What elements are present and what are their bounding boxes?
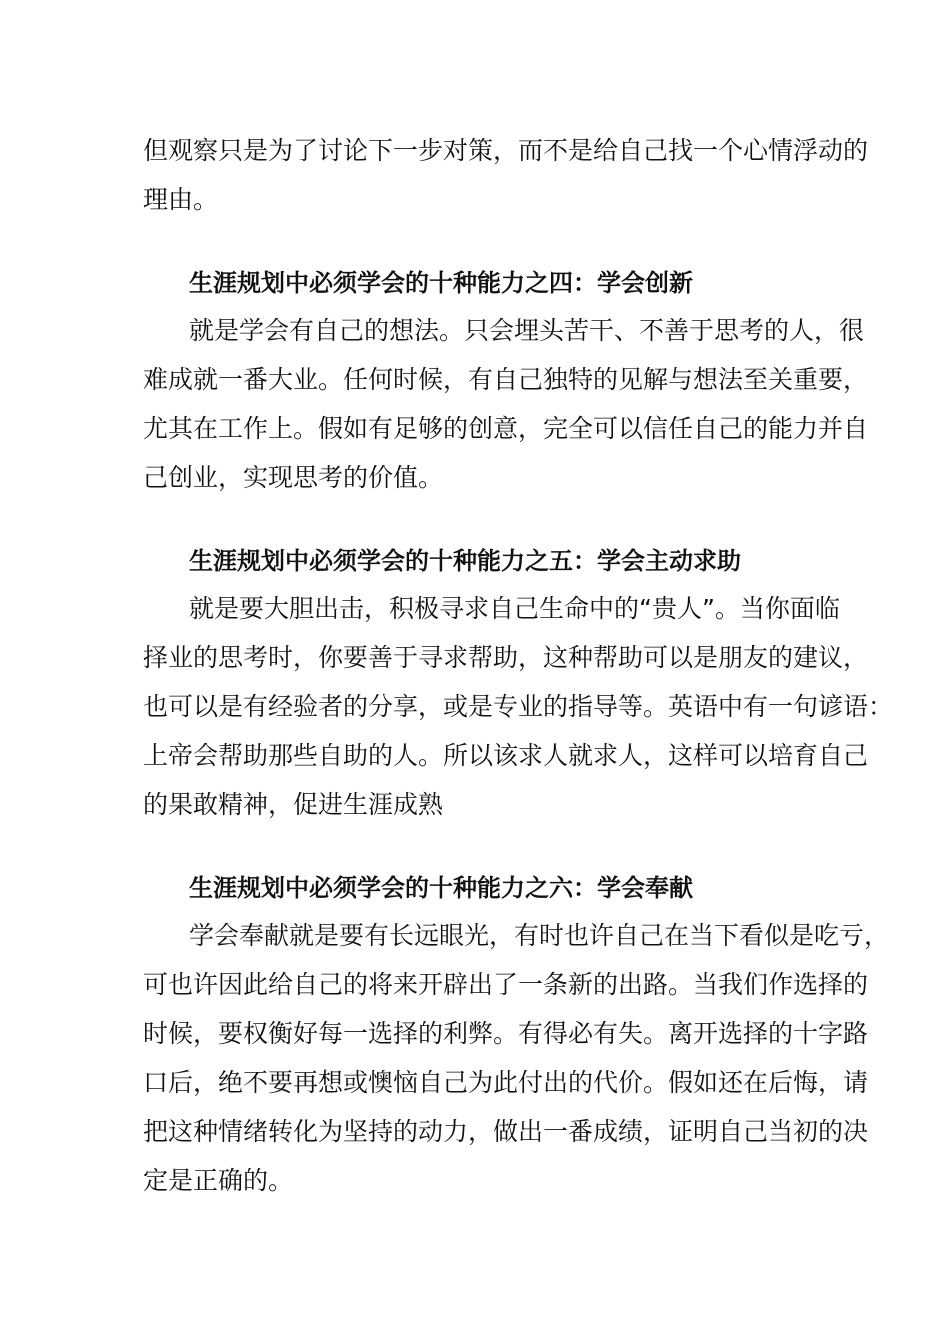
section-heading: 生涯规划中必须学会的十种能力之五：学会主动求助 [189,547,741,575]
paragraph-line: 尤其在工作上。假如有足够的创意，完全可以信任自己的能力并自 [143,414,869,443]
section-seek-help [143,539,894,829]
paragraph-line: 就是要大胆出击，积极寻求自己生命中的“贵人”。当你面临 [189,594,840,623]
paragraph-line: 就是学会有自己的想法。只会埋头苦干、不善于思考的人，很 [189,316,865,345]
paragraph-line: 也可以是有经验者的分享，或是专业的指导等。英语中有一句谚语： [143,692,894,721]
document-body [143,126,894,1205]
section-dedication [143,866,890,1205]
intro-paragraph [143,126,869,224]
paragraph-line: 的果敢精神，促进生涯成熟 [143,790,444,819]
section-heading: 生涯规划中必须学会的十种能力之六：学会奉献 [189,874,693,902]
section-heading: 生涯规划中必须学会的十种能力之四：学会创新 [189,269,693,297]
paragraph-line: 口后，绝不要再想或懊恼自己为此付出的代价。假如还在后悔，请 [143,1068,869,1097]
paragraph-line: 可也许因此给自己的将来开辟出了一条新的出路。当我们作选择的 [143,970,869,999]
paragraph-line: 上帝会帮助那些自助的人。所以该求人就求人，这样可以培育自己 [143,741,869,770]
section-innovation [143,261,869,502]
paragraph-line: 时候，要权衡好每一选择的利弊。有得必有失。离开选择的十字路 [143,1019,869,1048]
paragraph-line: 但观察只是为了讨论下一步对策，而不是给自己找一个心情浮动的 [143,136,869,165]
paragraph-line: 学会奉献就是要有长远眼光，有时也许自己在当下看似是吃亏， [189,921,890,950]
paragraph-line: 难成就一番大业。任何时候，有自己独特的见解与想法至关重要， [143,365,869,394]
paragraph-line: 己创业，实现思考的价值。 [143,463,444,492]
paragraph-line: 定是正确的。 [143,1166,294,1195]
paragraph-line: 理由。 [143,185,219,214]
paragraph-line: 择业的思考时，你要善于寻求帮助，这种帮助可以是朋友的建议， [143,643,869,672]
paragraph-line: 把这种情绪转化为坚持的动力，做出一番成绩，证明自己当初的决 [143,1117,869,1146]
